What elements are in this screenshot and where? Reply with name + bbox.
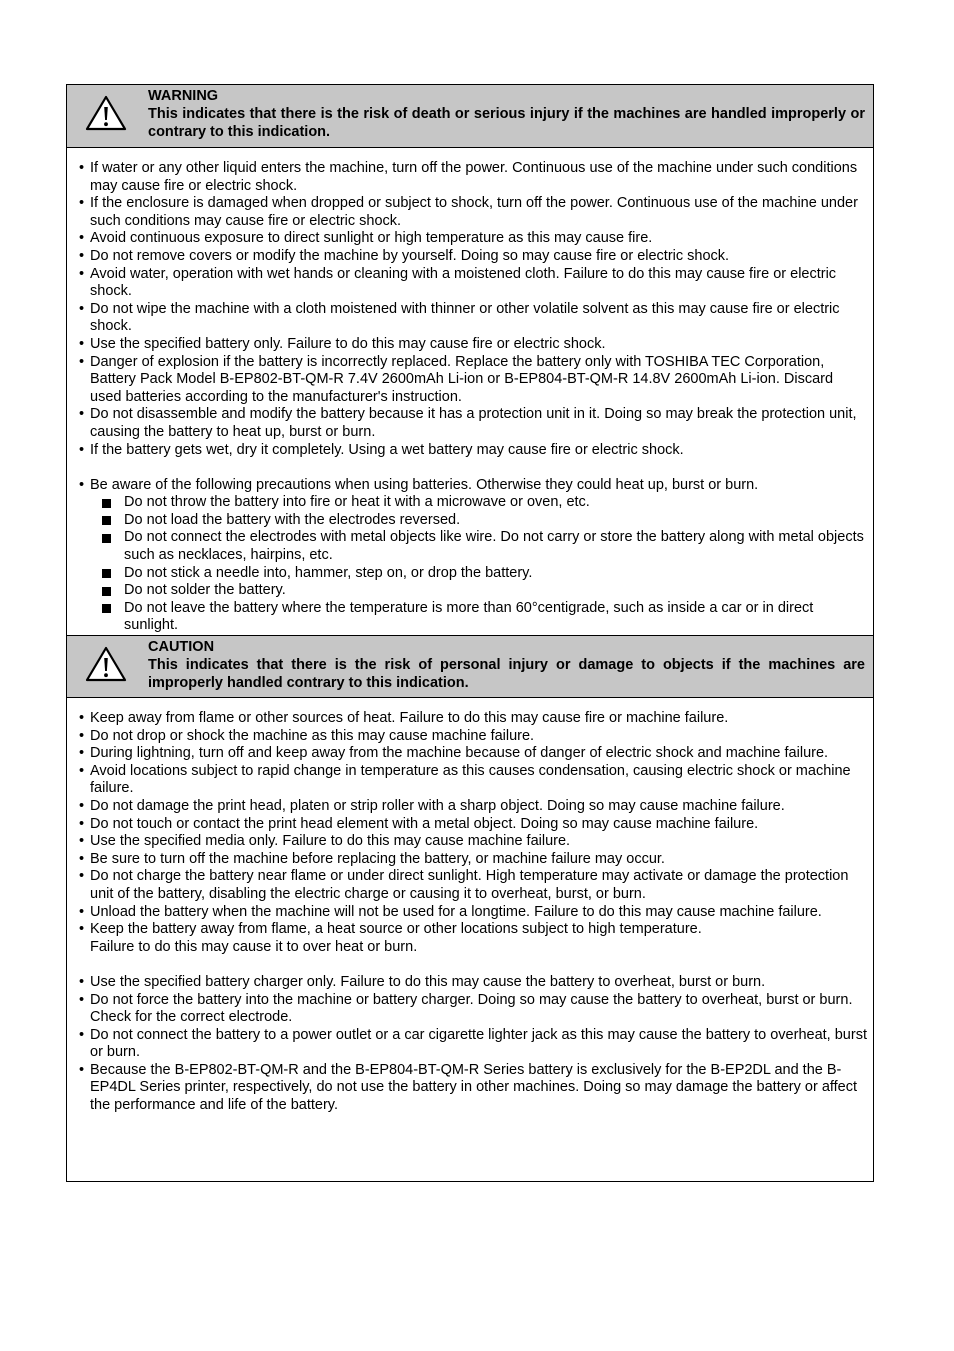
battery-subitem-text: Do not stick a needle into, hammer, step on, or drop the battery.: [124, 564, 533, 581]
battery-subitem-text: Do not leave the battery where the temperature is more than 60°centigrade, such as inside a car or in direct sunlight.: [124, 599, 814, 634]
warning-list: [79, 160, 867, 635]
list-item: • If water or any other liquid enters the machine, turn off the power. Continuous use of the machine under such conditions may cause fire or electric shock.: [79, 160, 867, 195]
battery-subitem-text: Do not connect the electrodes with metal objects like wire. Do not carry or store the battery along with metal objects such as necklaces, hairpins, etc.: [124, 529, 864, 564]
warning-title: WARNING: [148, 88, 219, 104]
list-item: • If the battery gets wet, dry it completely. Using a wet battery may cause fire or electric shock.: [79, 442, 867, 460]
list-item: • Because the B-EP802-BT-QM-R and the B-EP804-BT-QM-R Series battery is exclusively for the B-EP2DL and the B-EP4DL Series printer, respectively, do not use the battery in other machines. Doing so may damage the battery or affect the performance and life of the battery.: [79, 1062, 867, 1115]
square-bullet-icon: [102, 534, 111, 543]
list-item: • Avoid continuous exposure to direct sunlight or high temperature as this may cause fire.: [79, 230, 867, 248]
caution-header: [67, 635, 873, 698]
warning-header: [67, 85, 873, 148]
flame-item-line2: Failure to do this may cause it to over heat or burn.: [90, 938, 418, 955]
list-item: • Do not drop or shock the machine as this may cause machine failure.: [79, 728, 867, 746]
battery-subitem-list: [90, 494, 867, 635]
list-item: • Use the specified battery only. Failure to do this may cause fire or electric shock.: [79, 336, 867, 354]
list-item: • During lightning, turn off and keep away from the machine because of danger of electric shock and machine failure.: [79, 745, 867, 763]
list-item: • Do not touch or contact the print head element with a metal object. Doing so may cause machine failure.: [79, 816, 867, 834]
warning-triangle-icon: [84, 94, 128, 132]
flame-item-line1: • Keep the battery away from flame, a heat source or other locations subject to high temperature.: [90, 921, 702, 938]
square-bullet-icon: [102, 516, 111, 525]
caution-body: [67, 698, 873, 1115]
list-item: • Do not wipe the machine with a cloth moistened with thinner or other volatile solvent as this may cause fire or electric shock.: [79, 301, 867, 336]
battery-precautions-item: [79, 477, 867, 635]
list-item: • Do not disassemble and modify the battery because it has a protection unit in it. Doing so may break the protection unit, causing the battery to heat up, burst or burn.: [79, 406, 867, 441]
list-item: • Use the specified media only. Failure to do this may cause machine failure.: [79, 833, 867, 851]
list-item: • Be sure to turn off the machine before replacing the battery, or machine failure may occur.: [79, 851, 867, 869]
list-item: • Danger of explosion if the battery is incorrectly replaced. Replace the battery only with TOSHIBA TEC Corporation, Battery Pack Model B-EP802-BT-QM-R 7.4V 2600mAh Li-ion or B-EP804-BT-QM-R 14.8V 2600mAh Li-ion. Discard used batteries according to the manufacturer's instruction.: [79, 354, 867, 407]
square-bullet-icon: [102, 587, 111, 596]
list-item: • Do not connect the battery to a power outlet or a car cigarette lighter jack as this may cause the battery to overheat, burst or burn.: [79, 1027, 867, 1062]
list-item: • Unload the battery when the machine will not be used for a longtime. Failure to do this may cause machine failure.: [79, 904, 867, 922]
caution-title: CAUTION: [148, 639, 215, 655]
battery-subitem: [90, 494, 867, 512]
battery-precautions-text: Be aware of the following precautions when using batteries. Otherwise they could heat up, burst or burn.: [90, 476, 759, 493]
battery-subitem: [90, 600, 867, 635]
list-item: • Keep away from flame or other sources of heat. Failure to do this may cause fire or machine failure.: [79, 710, 867, 728]
safety-precautions-box: [66, 84, 874, 1182]
list-item: • If the enclosure is damaged when dropped or subject to shock, turn off the power. Continuous use of the machine under such conditions may cause fire or electric shock.: [79, 195, 867, 230]
battery-subitem-text: Do not throw the battery into fire or heat it with a microwave or oven, etc.: [124, 494, 590, 511]
list-item: • Use the specified battery charger only. Failure to do this may cause the battery to overheat, burst or burn.: [79, 974, 867, 992]
battery-subitem-text: Do not load the battery with the electrodes reversed.: [124, 511, 461, 528]
battery-subitem: [90, 529, 867, 564]
battery-subitem: [90, 512, 867, 530]
square-bullet-icon: [102, 569, 111, 578]
warning-triangle-icon: [84, 645, 128, 683]
list-item: • Do not remove covers or modify the machine by yourself. Doing so may cause fire or electric shock.: [79, 248, 867, 266]
list-item: • Do not damage the print head, platen or strip roller with a sharp object. Doing so may cause machine failure.: [79, 798, 867, 816]
list-item: • Avoid locations subject to rapid change in temperature as this causes condensation, causing electric shock or machine failure.: [79, 763, 867, 798]
battery-subitem-text: Do not solder the battery.: [124, 582, 286, 599]
list-item: • Do not force the battery into the machine or battery charger. Doing so may cause the battery to overheat, burst or burn. Check for the correct electrode.: [79, 992, 867, 1027]
warning-description: This indicates that there is the risk of death or serious injury if the machines are handled improperly or contrary to this indication.: [148, 106, 865, 140]
warning-body: [67, 148, 873, 635]
battery-subitem: [90, 582, 867, 600]
list-item: • Do not charge the battery near flame or under direct sunlight. High temperature may activate or damage the protection unit of the battery, disabling the electric charge or causing it to overheat, burst, or burn.: [79, 868, 867, 903]
battery-subitem: [90, 565, 867, 583]
square-bullet-icon: [102, 604, 111, 613]
list-item: • Avoid water, operation with wet hands or cleaning with a moistened cloth. Failure to do this may cause fire or electric shock.: [79, 266, 867, 301]
caution-description: This indicates that there is the risk of personal injury or damage to objects if the machines are improperly handled contrary to this indication.: [148, 657, 865, 691]
square-bullet-icon: [102, 499, 111, 508]
caution-list: [79, 710, 867, 1115]
list-item: [79, 921, 867, 956]
